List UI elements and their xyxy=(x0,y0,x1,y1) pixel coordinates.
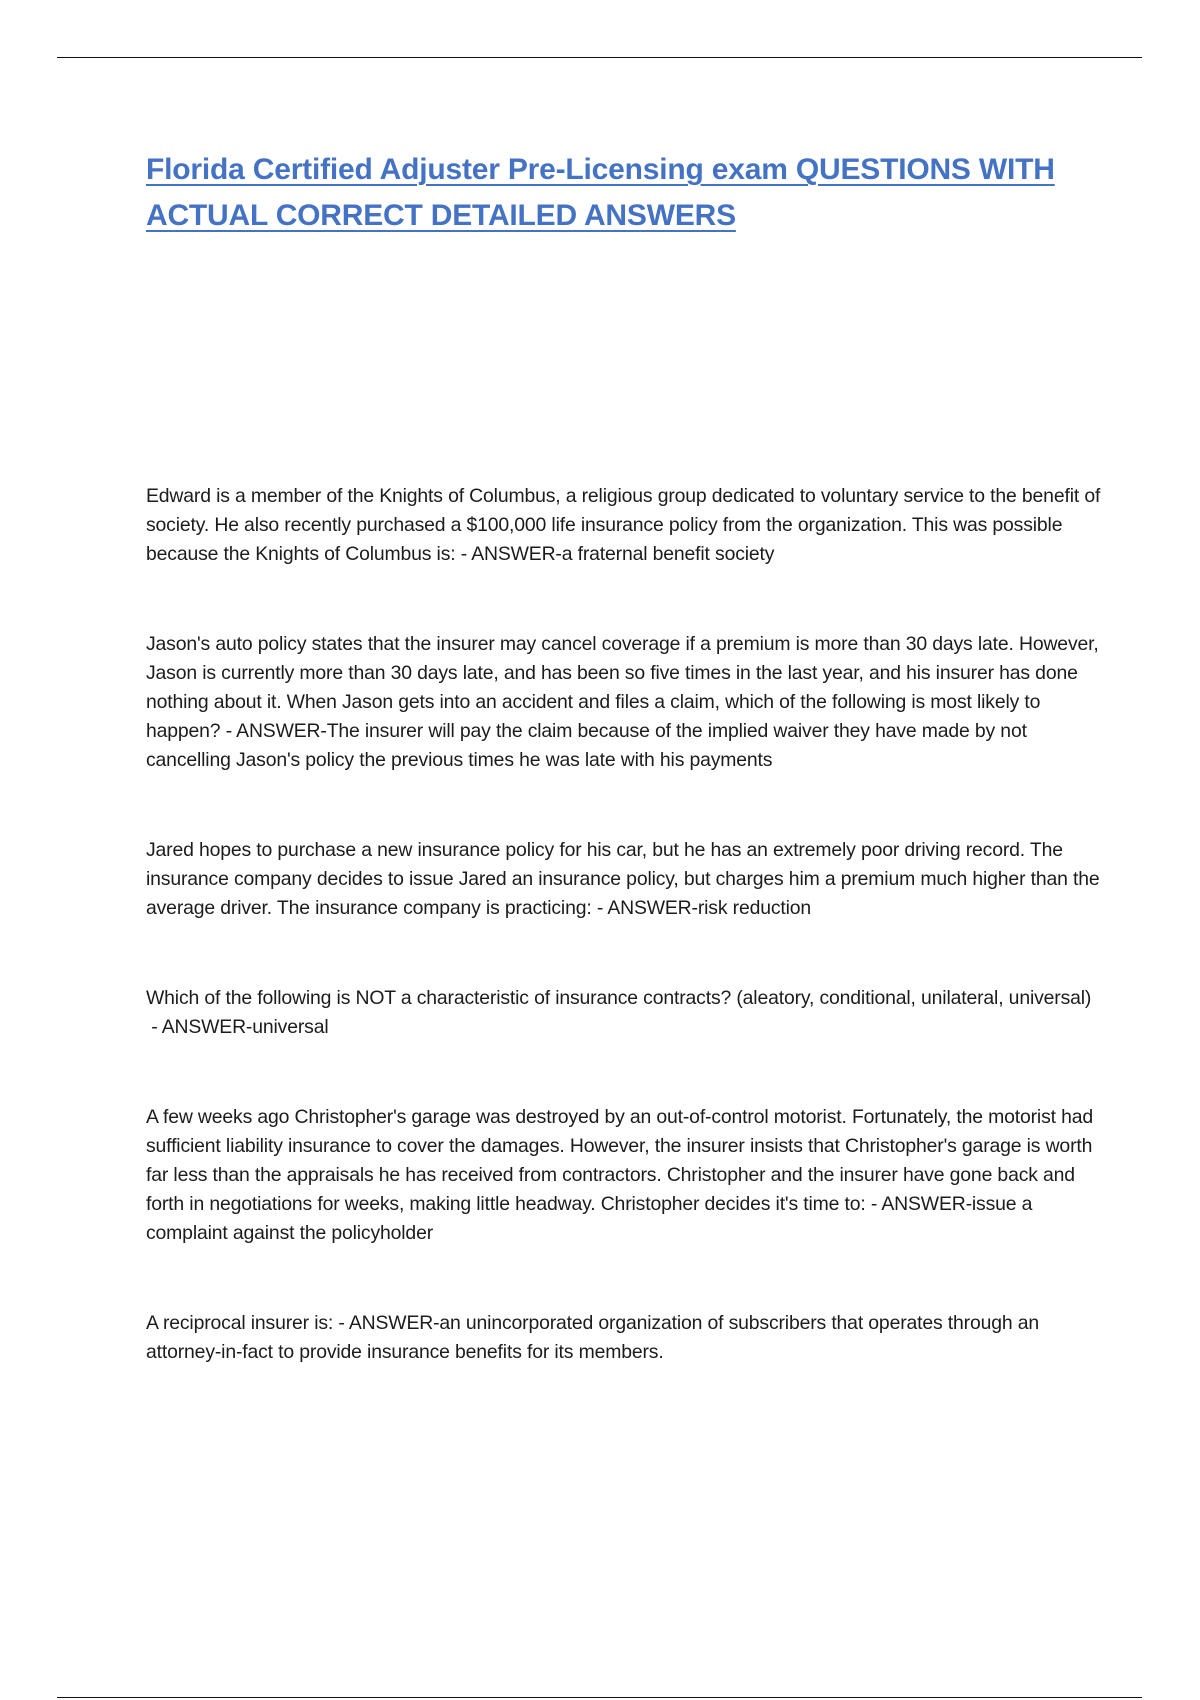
answer-text: universal xyxy=(252,1016,329,1038)
qa-item xyxy=(146,630,1101,775)
question-text: A few weeks ago Christopher's garage was destroyed by an out-of-control motorist. Fortunately, the motorist had sufficient liability insurance to cover the damages. However, the insurer insists that Christopher's garage is worth far less than the appraisals he has received from contractors. Christopher and the insurer have gone back and forth in negotiations for weeks, making little headway. Christopher decides it's time to: xyxy=(146,1106,1094,1215)
qa-item xyxy=(146,1103,1101,1248)
answer-separator: - ANSWER- xyxy=(591,897,698,919)
answer-separator: - ANSWER- xyxy=(333,1312,440,1334)
qa-list xyxy=(146,482,1101,1428)
question-text: Which of the following is NOT a characteristic of insurance contracts? (aleatory, conditional, unilateral, universal) xyxy=(146,987,1092,1009)
qa-item xyxy=(146,482,1101,569)
footer-rule xyxy=(57,1697,1142,1698)
answer-separator: - ANSWER- xyxy=(146,1016,253,1038)
answer-separator: - ANSWER- xyxy=(865,1193,972,1215)
answer-text: a fraternal benefit society xyxy=(561,543,775,565)
answer-text: The insurer will pay the claim because of the implied waiver they have made by not cancelling Jason's policy the previous times he was late with his payments xyxy=(146,720,1027,771)
document-title: Florida Certified Adjuster Pre-Licensing exam QUESTIONS WITH ACTUAL CORRECT DETAILED ANSWERS xyxy=(146,153,1055,232)
question-text: Edward is a member of the Knights of Columbus, a religious group dedicated to voluntary service to the benefit of society. He also recently purchased a $100,000 life insurance policy from the organization. This was possible because the Knights of Columbus is: xyxy=(146,485,1101,565)
answer-text: risk reduction xyxy=(697,897,812,919)
answer-separator: - ANSWER- xyxy=(220,720,327,742)
answer-text: an unincorporated organization of subscribers that operates through an attorney-in-fact to provide insurance benefits for its members. xyxy=(146,1312,1040,1363)
question-text: Jason's auto policy states that the insurer may cancel coverage if a premium is more than 30 days late. However, Jason is currently more than 30 days late, and has been so five times in the last year, and his insurer has done nothing about it. When Jason gets into an accident and files a claim, which of the following is most likely to happen? xyxy=(146,633,1099,742)
qa-item xyxy=(146,1309,1101,1367)
answer-separator: - ANSWER- xyxy=(455,543,562,565)
answer-text: issue a complaint against the policyholder xyxy=(146,1193,1033,1244)
qa-item xyxy=(146,984,1101,1042)
qa-item xyxy=(146,836,1101,923)
question-text: A reciprocal insurer is: xyxy=(146,1312,334,1334)
question-text: Jared hopes to purchase a new insurance policy for his car, but he has an extremely poor driving record. The insurance company decides to issue Jared an insurance policy, but charges him a premium much higher than the average driver. The insurance company is practicing: xyxy=(146,839,1100,919)
header-rule xyxy=(57,57,1142,58)
